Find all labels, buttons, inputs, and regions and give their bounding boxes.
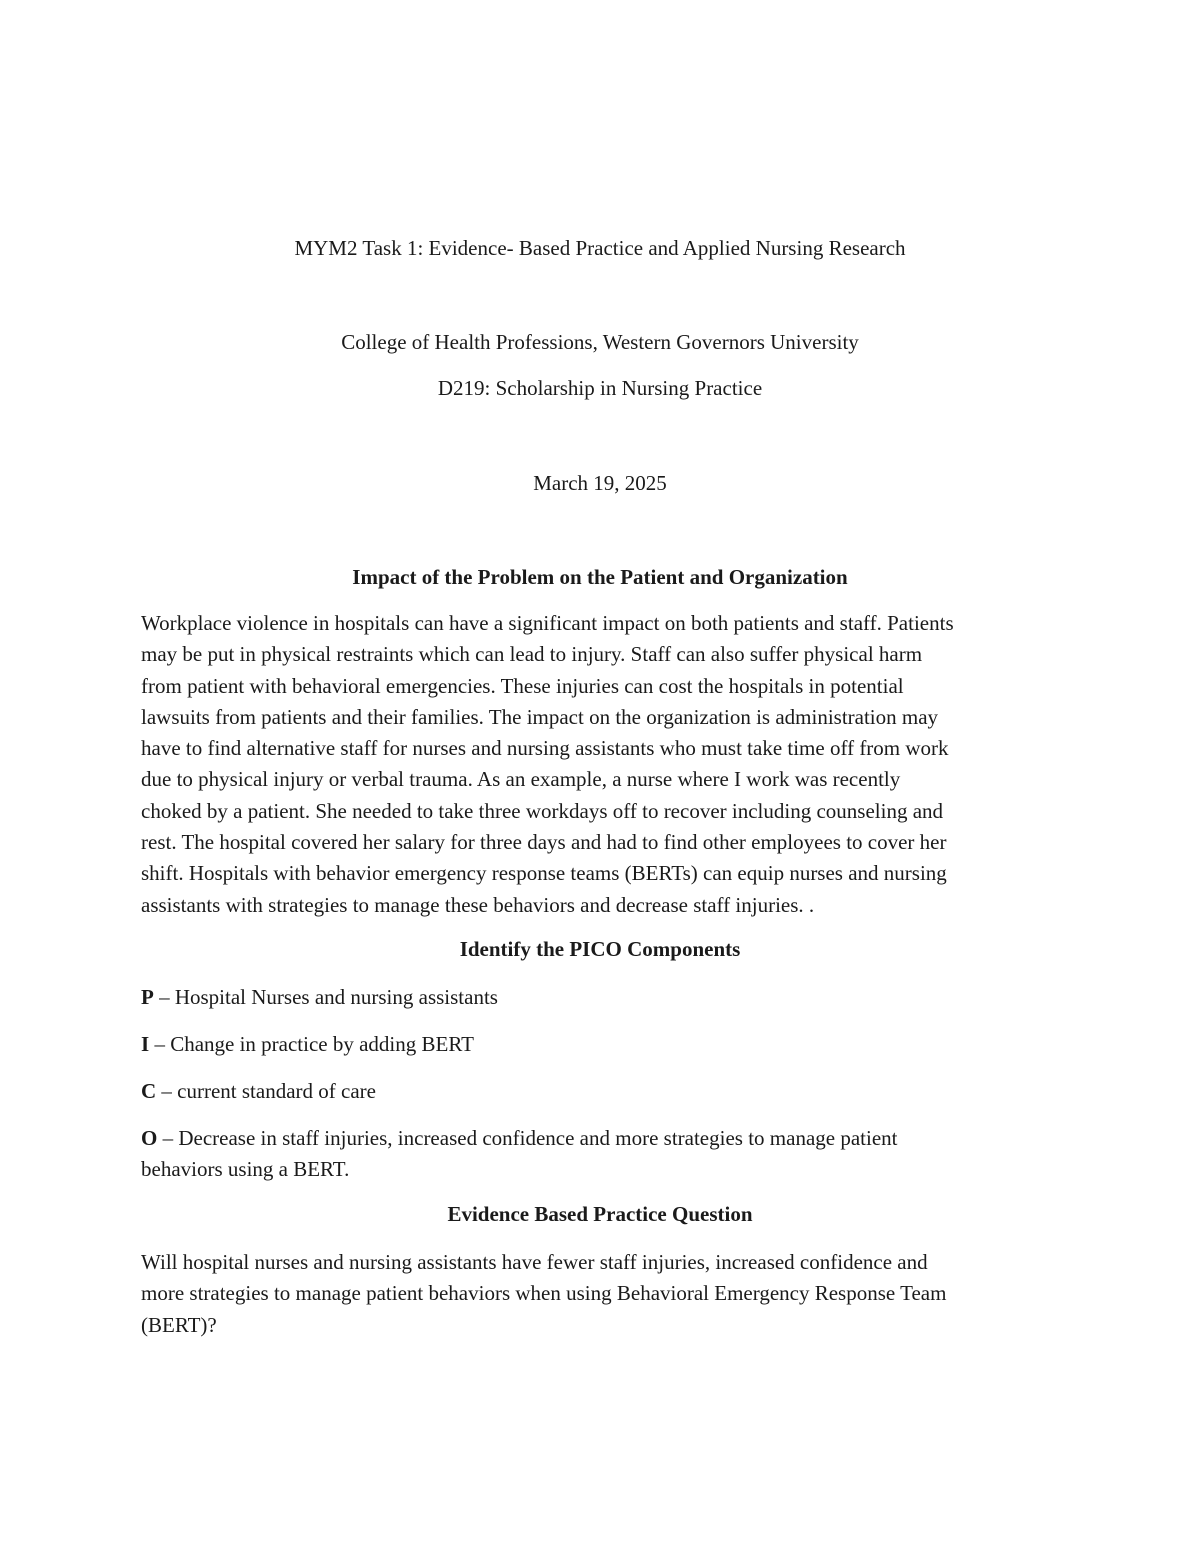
- impact-line: assistants with strategies to manage these behaviors and decrease staff injuries. .: [141, 892, 815, 917]
- impact-line: rest. The hospital covered her salary for three days and had to find other employees to cover her: [141, 830, 947, 855]
- impact-line: Workplace violence in hospitals can have a significant impact on both patients and staff. Patients: [141, 611, 954, 635]
- question-heading: Evidence Based Practice Question: [447, 1202, 753, 1226]
- pico-text-continued: behaviors using a BERT.: [141, 1157, 350, 1182]
- pico-text: – Change in practice by adding BERT: [149, 1032, 474, 1056]
- pico-heading: Identify the PICO Components: [459, 937, 741, 961]
- impact-line: from patient with behavioral emergencies. These injuries can cost the hospitals in potential: [141, 673, 904, 698]
- pico-comparison: [141, 1076, 1061, 1107]
- pico-letter: I: [141, 1032, 150, 1056]
- pico-population: [141, 982, 1061, 1013]
- pico-outcome: [141, 1123, 1061, 1186]
- question-line: (BERT)?: [141, 1312, 217, 1337]
- impact-heading: Impact of the Problem on the Patient and Organization: [352, 565, 848, 589]
- document-title: MYM2 Task 1: Evidence- Based Practice and Applied Nursing Research: [294, 236, 906, 260]
- question-line: Will hospital nurses and nursing assistants have fewer staff injuries, increased confidence and: [141, 1250, 928, 1274]
- pico-text: – Decrease in staff injuries, increased confidence and more strategies to manage patient: [157, 1126, 898, 1150]
- impact-line: lawsuits from patients and their families. The impact on the organization is administration may: [141, 704, 939, 729]
- impact-line: have to find alternative staff for nurses and nursing assistants who must take time off from work: [141, 736, 949, 761]
- question-paragraph: [141, 1247, 1061, 1341]
- course-name: D219: Scholarship in Nursing Practice: [437, 376, 763, 400]
- pico-letter: P: [141, 985, 154, 1009]
- impact-paragraph: [141, 608, 1061, 921]
- pico-intervention: [141, 1029, 1061, 1060]
- college-name: College of Health Professions, Western Governors University: [341, 330, 859, 354]
- pico-text: – Hospital Nurses and nursing assistants: [153, 985, 498, 1009]
- pico-text: – current standard of care: [156, 1079, 376, 1103]
- question-line: more strategies to manage patient behaviors when using Behavioral Emergency Response Team: [141, 1281, 947, 1306]
- impact-line: due to physical injury or verbal trauma. As an example, a nurse where I work was recently: [141, 767, 901, 792]
- pico-letter: C: [141, 1079, 157, 1103]
- document-date: March 19, 2025: [533, 471, 667, 495]
- pico-letter: O: [141, 1126, 158, 1150]
- impact-line: choked by a patient. She needed to take three workdays off to recover including counseling and: [141, 798, 944, 823]
- impact-line: shift. Hospitals with behavior emergency response teams (BERTs) can equip nurses and nursing: [141, 861, 947, 886]
- impact-line: may be put in physical restraints which can lead to injury. Staff can also suffer physical harm: [141, 642, 923, 667]
